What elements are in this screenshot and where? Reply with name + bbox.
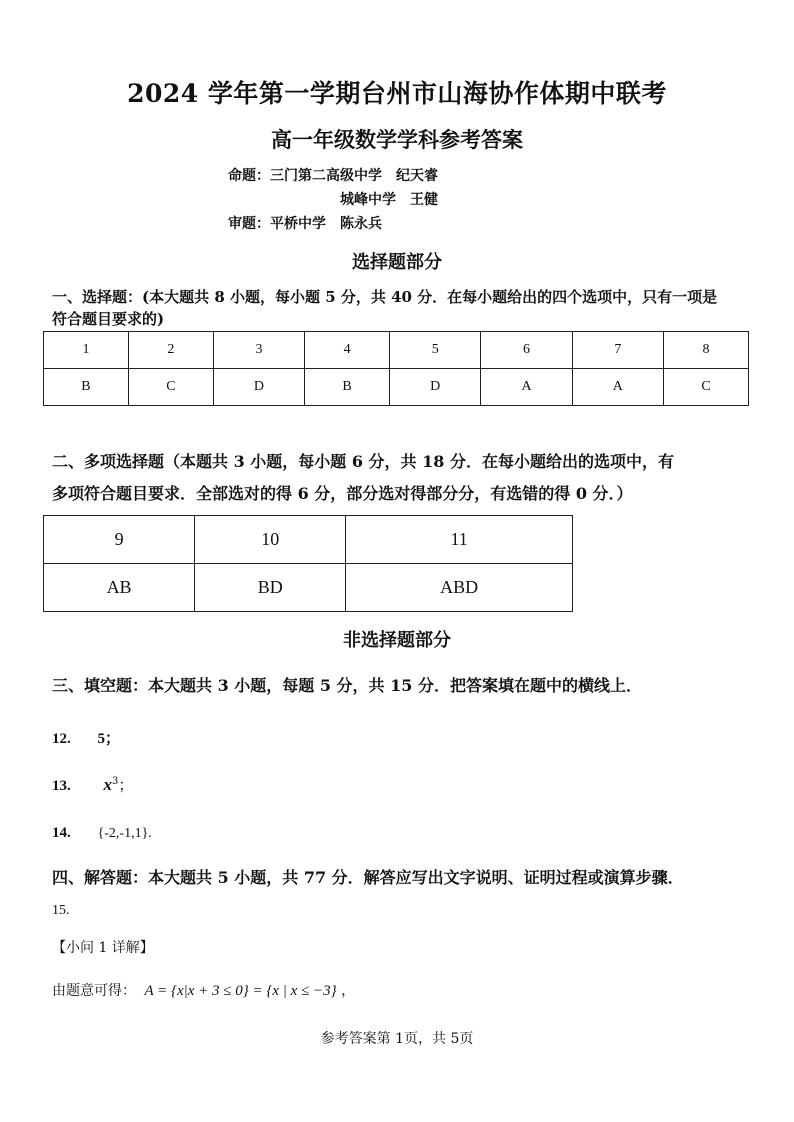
- q12-number: 12.: [52, 731, 71, 747]
- q12-answer: [52, 727, 120, 748]
- author-line-2: 城峰中学 王健: [340, 192, 438, 208]
- table-cell: B: [44, 369, 129, 406]
- part1-instructions: [52, 286, 772, 330]
- table-cell: C: [128, 369, 213, 406]
- part1-answer-table: [43, 331, 749, 406]
- nonchoice-section-heading: 非选择题部分: [343, 630, 451, 651]
- part2-answer-row: [44, 564, 573, 612]
- table-cell: 11: [346, 516, 573, 564]
- q15-suffix: ，: [341, 983, 356, 999]
- q15-text-prefix: 由题意可得：: [52, 983, 136, 999]
- q13-number: 13.: [52, 778, 71, 794]
- q13-base: x: [103, 775, 113, 794]
- part1-instructions-line2: 符合题目要求的): [52, 310, 165, 328]
- part2-instructions-line2: 多项符合题目要求．全部选对的得 6 分，部分选对得部分分，有选错的得 0 分．）: [52, 484, 633, 503]
- part2-instructions-line1: 二、多项选择题（本题共 3 小题，每小题 6 分，共 18 分．在每小题给出的选项中，有: [52, 452, 674, 471]
- q13-tail: ；: [118, 776, 134, 794]
- part2-answer-table: [43, 515, 573, 612]
- q15-formula: A = {x|x + 3 ≤ 0} = {x | x ≤ −3}: [144, 983, 337, 999]
- table-cell: A: [572, 369, 663, 406]
- table-cell: ABD: [346, 564, 573, 612]
- table-cell: 5: [390, 332, 481, 369]
- q14-value: {-2,-1,1}.: [97, 826, 152, 841]
- q13-answer: [52, 774, 133, 795]
- table-cell: 10: [195, 516, 346, 564]
- q14-answer: [52, 823, 152, 842]
- table-cell: 4: [305, 332, 390, 369]
- table-cell: 2: [128, 332, 213, 369]
- answer-key-subtitle: 高一年级数学学科参考答案: [271, 127, 523, 152]
- part1-number-row: [44, 332, 749, 369]
- exam-title: 2024 学年第一学期台州市山海协作体期中联考: [127, 79, 667, 108]
- part2-instructions: [52, 446, 772, 510]
- author-line-1: 命题：三门第二高级中学 纪天睿: [228, 168, 438, 184]
- table-cell: D: [390, 369, 481, 406]
- page-footer: 参考答案第 1页，共 5页: [320, 1031, 474, 1047]
- table-cell: D: [213, 369, 304, 406]
- table-cell: A: [481, 369, 572, 406]
- reviewer-line: 审题：平桥中学 陈永兵: [228, 216, 382, 232]
- table-cell: 9: [44, 516, 195, 564]
- part1-instructions-line1: 一、选择题：(本大题共 8 小题，每小题 5 分，共 40 分．在每小题给出的四个选项中，只有一项是: [52, 288, 718, 306]
- part1-answer-row: [44, 369, 749, 406]
- part2-number-row: [44, 516, 573, 564]
- table-cell: 6: [481, 332, 572, 369]
- table-cell: 1: [44, 332, 129, 369]
- choice-section-heading: 选择题部分: [352, 252, 442, 273]
- q15-subquestion-1-label: 【小问 1 详解】: [52, 940, 154, 956]
- table-cell: AB: [44, 564, 195, 612]
- table-cell: 7: [572, 332, 663, 369]
- table-cell: C: [664, 369, 749, 406]
- q15-number: 15.: [52, 903, 70, 918]
- q12-value: 5；: [97, 731, 121, 747]
- q14-number: 14.: [52, 825, 71, 841]
- table-cell: 3: [213, 332, 304, 369]
- table-cell: BD: [195, 564, 346, 612]
- q13-exponent: 3: [112, 776, 119, 787]
- part3-instructions: 三、填空题：本大题共 3 小题，每题 5 分，共 15 分．把答案填在题中的横线上．: [52, 676, 642, 695]
- part4-instructions: 四、解答题：本大题共 5 小题，共 77 分．解答应写出文字说明、证明过程或演算步骤．: [52, 868, 684, 887]
- q13-value: [104, 776, 134, 794]
- table-cell: B: [305, 369, 390, 406]
- q15-solution-line: [52, 980, 355, 1000]
- table-cell: 8: [664, 332, 749, 369]
